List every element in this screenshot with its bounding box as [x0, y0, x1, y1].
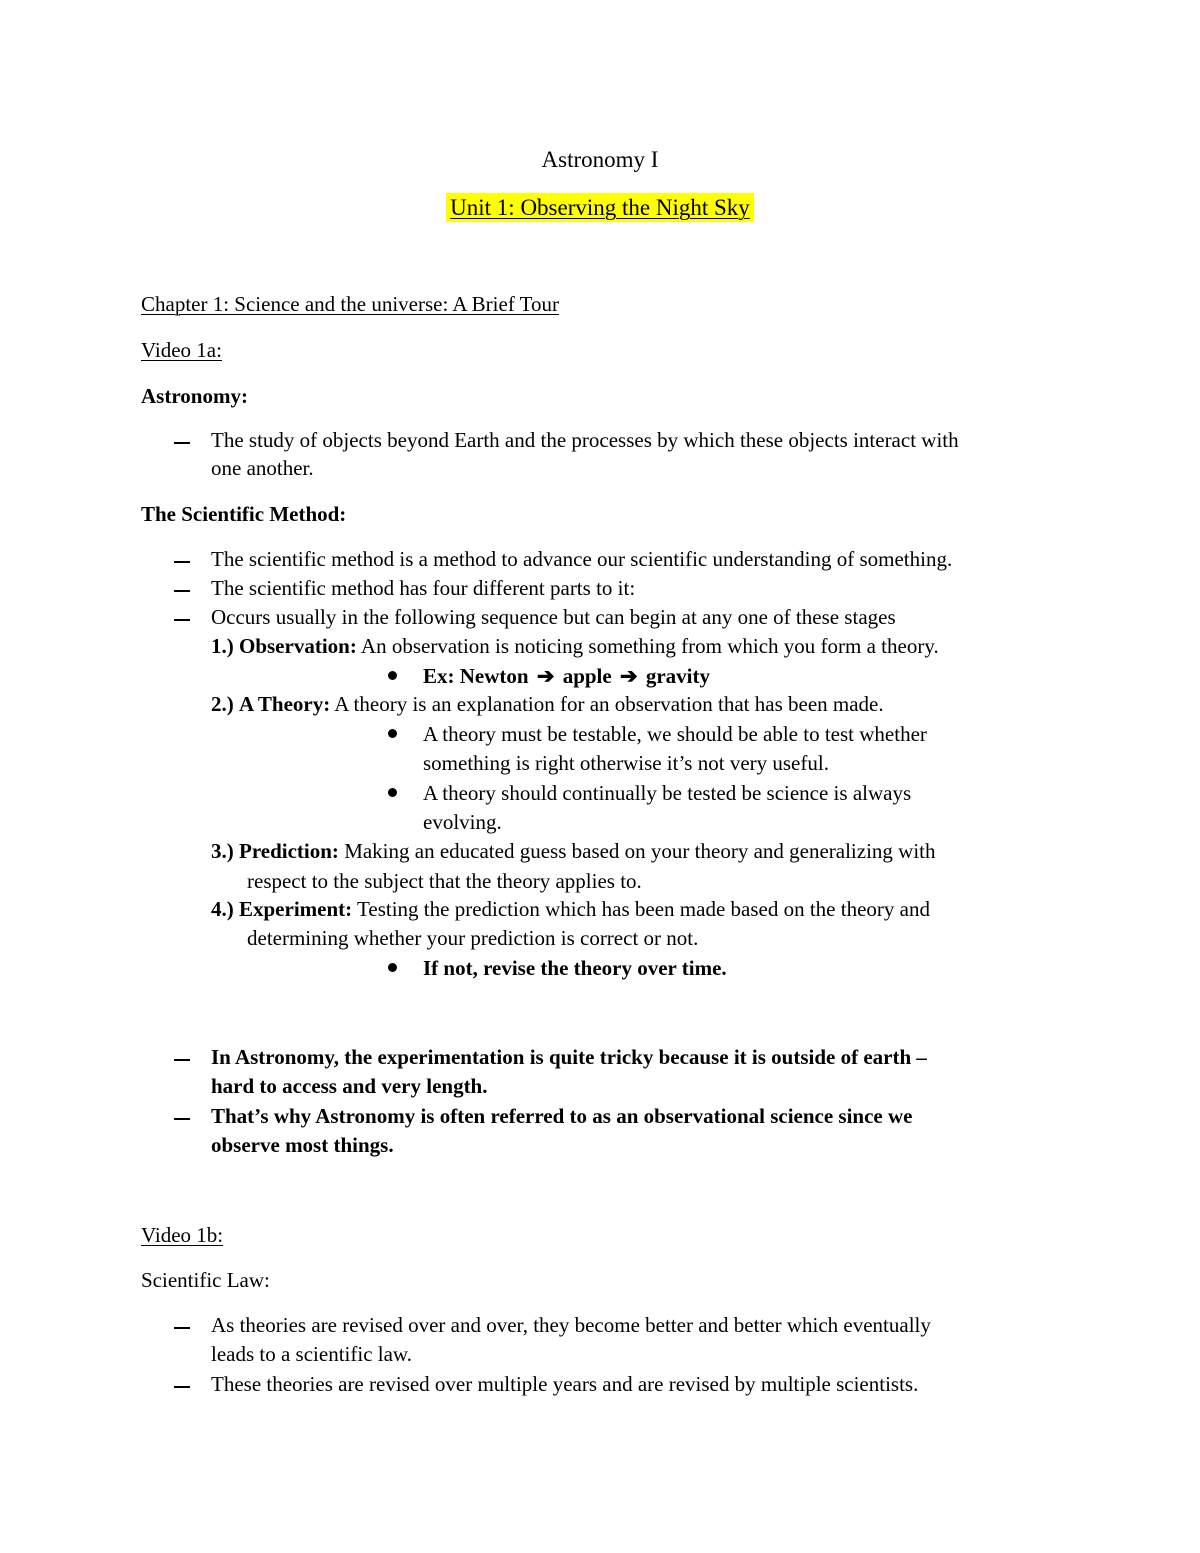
experiment-sub1: If not, revise the theory over time.	[423, 956, 727, 980]
experimentation-note-line2: hard to access and very length.	[211, 1074, 488, 1098]
astronomy-heading: Astronomy:	[141, 384, 248, 408]
theory-sub1-line2: something is right otherwise it’s not very useful.	[423, 751, 829, 775]
method-bullet: The scientific method is a method to advance our scientific understanding of something.	[211, 547, 953, 571]
example-newton: Ex: Newton	[423, 664, 529, 688]
chapter-heading: Chapter 1: Science and the universe: A Brief Tour	[141, 292, 560, 316]
experimentation-note-line1: In Astronomy, the experimentation is quite tricky because it is outside of earth –	[211, 1045, 927, 1069]
method-bullet: Occurs usually in the following sequence but can begin at any one of these stages	[211, 605, 896, 629]
prediction-line2: respect to the subject that the theory applies to.	[247, 869, 642, 893]
step-number: 4.)	[211, 897, 234, 921]
step-term: A Theory:	[239, 692, 331, 716]
video-1a-heading: Video 1a:	[141, 338, 222, 362]
scientific-law-heading: Scientific Law:	[141, 1268, 270, 1292]
observation-example	[423, 666, 710, 687]
dash-bullet-icon	[174, 1327, 190, 1329]
step-experiment	[211, 899, 930, 920]
step-observation	[211, 636, 939, 657]
law-bullet2: These theories are revised over multiple years and are revised by multiple scientists.	[211, 1372, 919, 1396]
dash-bullet-icon	[174, 1118, 190, 1120]
right-arrow-icon: ➔	[536, 664, 555, 688]
step-term: Observation:	[239, 634, 357, 658]
theory-sub1-line1: A theory must be testable, we should be able to test whether	[423, 722, 927, 746]
method-bullet: The scientific method has four different parts to it:	[211, 576, 636, 600]
step-term: Experiment:	[239, 897, 353, 921]
astronomy-definition-line1: The study of objects beyond Earth and the processes by which these objects interact with	[211, 428, 959, 452]
round-bullet-icon	[388, 671, 397, 680]
step-number: 2.)	[211, 692, 234, 716]
example-gravity: gravity	[645, 664, 710, 688]
law-bullet1-line2: leads to a scientific law.	[211, 1342, 412, 1366]
unit-heading: Unit 1: Observing the Night Sky	[446, 193, 754, 222]
page-title: Astronomy I	[541, 147, 659, 172]
step-text: Making an educated guess based on your theory and generalizing with	[338, 839, 936, 863]
step-text: A theory is an explanation for an observation that has been made.	[330, 692, 884, 716]
dash-bullet-icon	[174, 1386, 190, 1388]
law-bullet1-line1: As theories are revised over and over, they become better and better which eventually	[211, 1313, 931, 1337]
video-1b-heading: Video 1b:	[141, 1223, 224, 1247]
step-number: 1.)	[211, 634, 234, 658]
theory-sub2-line2: evolving.	[423, 810, 502, 834]
step-text: Testing the prediction which has been made based on the theory and	[352, 897, 930, 921]
dash-bullet-icon	[174, 619, 190, 621]
theory-sub2-line1: A theory should continually be tested be science is always	[423, 781, 912, 805]
dash-bullet-icon	[174, 442, 190, 444]
dash-bullet-icon	[174, 561, 190, 563]
step-prediction	[211, 841, 936, 862]
experiment-line2: determining whether your prediction is correct or not.	[247, 926, 699, 950]
unit-heading-wrap	[0, 196, 1200, 219]
step-text: An observation is noticing something from which you form a theory.	[356, 634, 939, 658]
dash-bullet-icon	[174, 1059, 190, 1061]
observational-science-line2: observe most things.	[211, 1133, 394, 1157]
astronomy-definition-line2: one another.	[211, 456, 314, 480]
step-term: Prediction:	[239, 839, 339, 863]
dash-bullet-icon	[174, 590, 190, 592]
right-arrow-icon: ➔	[619, 664, 638, 688]
step-number: 3.)	[211, 839, 234, 863]
round-bullet-icon	[388, 788, 397, 797]
round-bullet-icon	[388, 729, 397, 738]
observational-science-line1: That’s why Astronomy is often referred to as an observational science since we	[211, 1104, 913, 1128]
step-theory	[211, 694, 884, 715]
scientific-method-heading: The Scientific Method:	[141, 502, 347, 526]
example-apple: apple	[562, 664, 612, 688]
round-bullet-icon	[388, 963, 397, 972]
